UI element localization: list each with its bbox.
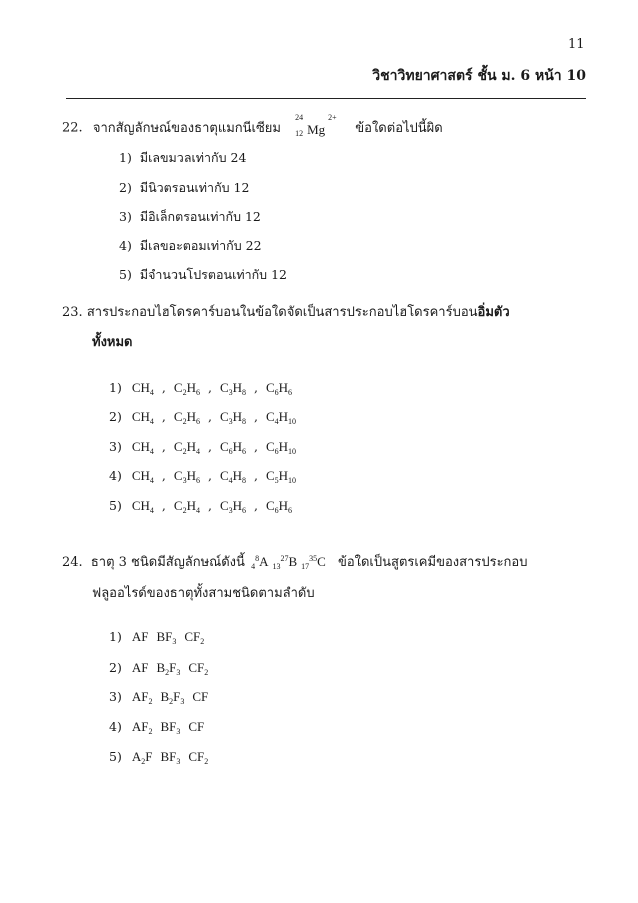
formula-subscript: 6	[274, 388, 279, 397]
chemical-formula: $BF_3$	[160, 719, 181, 736]
formula-subscript: 3	[176, 668, 181, 677]
formula-subscript: 2	[204, 757, 209, 766]
question-23-number: 23.	[62, 305, 83, 320]
question-24-line2: ฟลูออไรด์ของธาตุทั้งสามชนิดตามลำดับ	[92, 586, 315, 601]
chemical-formula: $CH_4$	[131, 439, 154, 456]
option-number: 2)	[119, 180, 132, 195]
formula-subscript: 3	[228, 388, 233, 397]
question-23-line2: ทั้งหมด	[92, 335, 133, 350]
formula-separator: ,	[254, 380, 258, 395]
element-mass-number: 8	[255, 554, 260, 563]
nuclide-symbol: Mg	[307, 122, 326, 137]
option-number: 5)	[119, 267, 132, 282]
formula-subscript: 2	[182, 447, 187, 456]
chemical-formula: $CH_4$	[131, 380, 154, 397]
formula-subscript: 6	[288, 388, 293, 397]
chemical-formula: $CF_2$	[184, 629, 205, 646]
formula-subscript: 3	[176, 727, 181, 736]
formula-subscript: 2	[169, 697, 174, 706]
formula-subscript: 4	[149, 417, 154, 426]
question-24-line1-after: ข้อใดเป็นสูตรเคมีของสารประกอบ	[337, 555, 528, 570]
formula-subscript: 2	[165, 668, 170, 677]
chemical-formula: $BF_3$	[156, 629, 177, 646]
option-number: 3)	[109, 439, 122, 454]
formula-separator: ,	[254, 409, 258, 424]
option-number: 3)	[119, 209, 132, 224]
chemical-formula: $C_3H_6$	[219, 498, 246, 515]
chemical-formula: CF	[188, 719, 205, 734]
formula-subscript: 4	[149, 506, 154, 515]
page-number: 11	[568, 37, 585, 52]
question-22-text-after: ข้อใดต่อไปนี้ผิด	[355, 120, 443, 136]
formula-separator: ,	[207, 468, 212, 483]
chemical-formula: $B_2F_3$	[160, 689, 185, 706]
formula-subscript: 10	[288, 476, 297, 485]
question-22	[62, 113, 443, 138]
chemical-formula: $C_6H_{10}$	[265, 439, 297, 456]
element-mass-number: 35	[309, 554, 318, 563]
formula-subscript: 6	[195, 417, 200, 426]
question-23	[62, 306, 510, 319]
chemical-formula: $CH_4$	[131, 498, 154, 515]
element-mass-number: 27	[280, 554, 289, 563]
formula-separator: ,	[161, 468, 166, 483]
formula-subscript: 2	[204, 668, 209, 677]
formula-subscript: 2	[182, 506, 187, 515]
formula-subscript: 6	[242, 447, 246, 456]
option-number: 2)	[109, 660, 122, 675]
formula-separator: ,	[161, 380, 166, 395]
question-23-line1: สารประกอบไฮโดรคาร์บอนในข้อใดจัดเป็นสารประกอบไฮโดรคาร์บอน	[86, 305, 478, 320]
formula-subscript: 6	[274, 447, 279, 456]
formula-separator: ,	[207, 498, 212, 513]
formula-subscript: 2	[141, 757, 146, 766]
formula-subscript: 2	[200, 637, 205, 646]
option-number: 4)	[109, 468, 122, 483]
question-22-option	[119, 269, 287, 282]
formula-subscript: 4	[149, 388, 154, 397]
formula-subscript: 8	[242, 476, 246, 485]
question-24-option	[109, 661, 208, 677]
formula-separator: ,	[207, 439, 212, 454]
option-number: 1)	[119, 150, 132, 165]
question-22-option	[119, 152, 246, 165]
chemical-formula: $C_2H_6$	[173, 409, 200, 426]
formula-subscript: 2	[182, 388, 187, 397]
formula-subscript: 4	[195, 447, 200, 456]
option-number: 1)	[109, 380, 122, 395]
chemical-formula: $BF_3$	[160, 749, 181, 766]
question-23-option	[109, 469, 296, 485]
question-24-option	[109, 690, 208, 706]
question-24-option	[109, 720, 204, 736]
option-number: 1)	[109, 629, 122, 644]
question-22-option	[119, 182, 249, 195]
question-22-number: 22.	[62, 120, 83, 136]
option-text: มีจำนวนโปรตอนเท่ากับ 12	[139, 267, 287, 282]
question-24	[62, 555, 527, 571]
formula-subscript: 10	[288, 417, 297, 426]
chemical-formula: $AF_2$	[131, 719, 153, 736]
question-24-option	[109, 630, 204, 646]
chemical-formula: $C_2H_6$	[173, 380, 200, 397]
formula-subscript: 3	[228, 506, 233, 515]
option-text: มีเลขมวลเท่ากับ 24	[139, 150, 247, 165]
chemical-formula: AF	[131, 660, 149, 675]
option-number: 4)	[109, 719, 122, 734]
formula-subscript: 2	[148, 697, 153, 706]
chemical-formula: $C_3H_6$	[173, 468, 200, 485]
formula-separator: ,	[254, 439, 258, 454]
element-atomic-number: 13	[272, 562, 281, 571]
formula-subscript: 4	[195, 506, 200, 515]
question-23-option	[109, 440, 296, 456]
chemical-formula: $C_5H_{10}$	[265, 468, 297, 485]
question-22-text-before: จากสัญลักษณ์ของธาตุแมกนีเซียม	[92, 120, 281, 136]
formula-subscript: 5	[274, 476, 279, 485]
formula-subscript: 6	[274, 506, 279, 515]
element-atomic-number: 4	[251, 562, 256, 571]
option-number: 5)	[109, 498, 122, 513]
formula-subscript: 3	[228, 417, 233, 426]
formula-separator: ,	[254, 468, 258, 483]
question-23-option	[109, 381, 292, 397]
nuclide-atomic-number: 12	[295, 129, 304, 138]
formula-subscript: 8	[242, 388, 246, 397]
formula-subscript: 3	[176, 757, 181, 766]
option-number: 4)	[119, 238, 132, 253]
formula-separator: ,	[161, 409, 166, 424]
chemical-formula: $B_2F_3$	[156, 660, 181, 677]
element-symbol: $_{17}^{35}$C	[301, 554, 326, 571]
question-24-number: 24.	[62, 555, 83, 570]
chemical-formula: $CF_2$	[188, 749, 209, 766]
chemical-formula: CF	[192, 689, 209, 704]
chemical-formula: $C_2H_4$	[173, 439, 200, 456]
formula-subscript: 3	[180, 697, 185, 706]
formula-subscript: 4	[149, 447, 154, 456]
chemical-formula: $C_6H_6$	[265, 498, 293, 515]
formula-subscript: 6	[195, 388, 200, 397]
formula-subscript: 3	[172, 637, 177, 646]
question-22-option	[119, 211, 261, 224]
formula-separator: ,	[161, 498, 166, 513]
chemical-formula: $C_2H_4$	[173, 498, 200, 515]
formula-separator: ,	[161, 439, 166, 454]
element-symbol: $_4^8$A	[251, 554, 269, 571]
formula-subscript: 2	[148, 727, 153, 736]
header-divider	[66, 98, 586, 99]
chemical-formula: $C_4H_8$	[219, 468, 246, 485]
option-text: มีเลขอะตอมเท่ากับ 22	[139, 238, 262, 253]
nuclide-mass: 24	[295, 113, 304, 122]
formula-subscript: 4	[149, 476, 154, 485]
option-number: 5)	[109, 749, 122, 764]
formula-subscript: 10	[288, 447, 297, 456]
question-23-option	[109, 410, 296, 426]
formula-subscript: 6	[195, 476, 200, 485]
option-number: 3)	[109, 689, 122, 704]
chemical-formula: AF	[131, 629, 149, 644]
formula-subscript: 4	[228, 476, 233, 485]
formula-subscript: 3	[182, 476, 187, 485]
formula-subscript: 6	[228, 447, 233, 456]
formula-subscript: 4	[274, 417, 279, 426]
header-title: วิชาวิทยาศาสตร์ ชั้น ม. 6 หน้า 10	[372, 68, 586, 84]
formula-separator: ,	[207, 380, 212, 395]
chemical-formula: $C_3H_8$	[219, 409, 246, 426]
chemical-formula: $C_4H_{10}$	[265, 409, 297, 426]
formula-subscript: 8	[242, 417, 246, 426]
question-24-elements	[249, 555, 326, 570]
formula-separator: ,	[254, 498, 258, 513]
chemical-formula: $CF_2$	[188, 660, 209, 677]
magnesium-nuclide	[295, 113, 337, 138]
option-text: มีนิวตรอนเท่ากับ 12	[139, 180, 250, 195]
question-23-option	[109, 499, 292, 515]
nuclide-charge: 2+	[328, 113, 337, 122]
chemical-formula: $A_2F$	[131, 749, 153, 766]
option-number: 2)	[109, 409, 122, 424]
formula-subscript: 6	[242, 506, 246, 515]
question-23-line1-bold: อิ่มตัว	[477, 305, 510, 320]
formula-subscript: 6	[288, 506, 293, 515]
question-22-option	[119, 240, 262, 253]
formula-separator: ,	[207, 409, 212, 424]
formula-subscript: 2	[182, 417, 187, 426]
chemical-formula: $C_6H_6$	[219, 439, 246, 456]
question-24-option	[109, 750, 208, 766]
chemical-formula: $C_6H_6$	[265, 380, 293, 397]
chemical-formula: $AF_2$	[131, 689, 153, 706]
question-24-line1: ธาตุ 3 ชนิดมีสัญลักษณ์ดังนี้	[90, 555, 245, 570]
option-text: มีอิเล็กตรอนเท่ากับ 12	[139, 209, 261, 224]
element-atomic-number: 17	[301, 562, 310, 571]
chemical-formula: $C_3H_8$	[219, 380, 246, 397]
element-symbol: $_{13}^{27}$B	[272, 554, 298, 571]
chemical-formula: $CH_4$	[131, 468, 154, 485]
chemical-formula: $CH_4$	[131, 409, 154, 426]
